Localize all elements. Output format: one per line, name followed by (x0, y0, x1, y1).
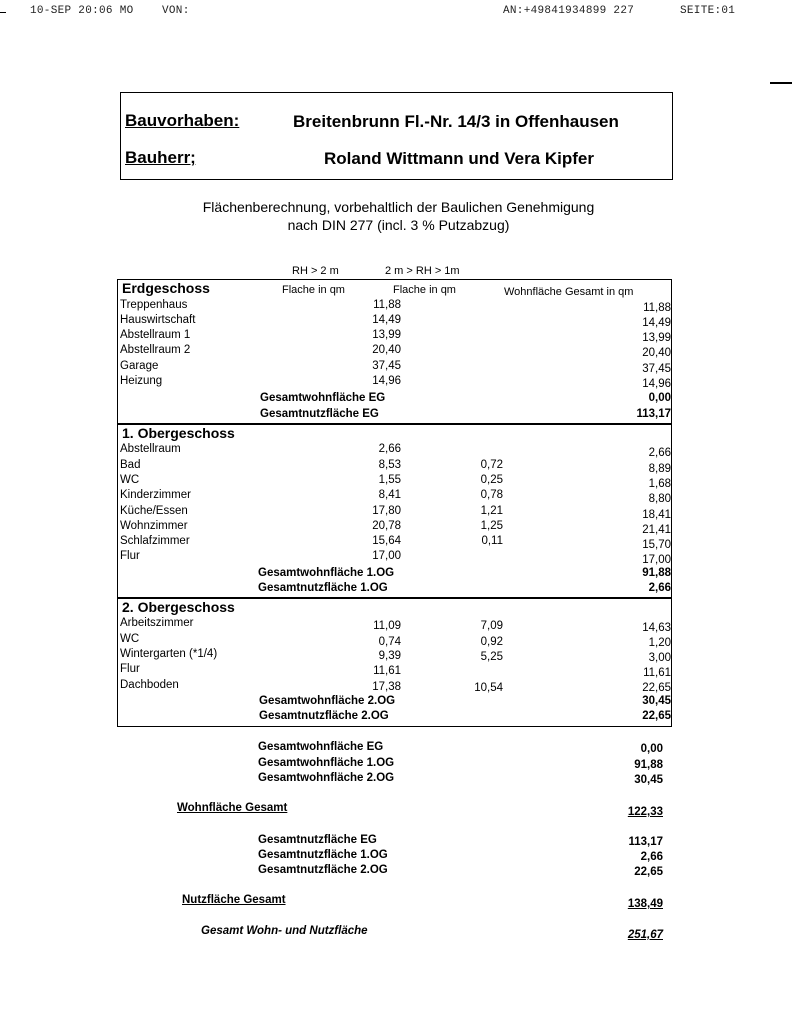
area-total: 1,68 (648, 478, 671, 490)
subtotal-label: Gesamtwohnfläche 2.OG (259, 695, 396, 707)
subtotal-row (118, 392, 673, 407)
subtotal-value: 2,66 (648, 582, 671, 594)
table-row (118, 329, 673, 344)
fax-page: SEITE:01 (680, 5, 736, 17)
subtotal-label: Gesamtnutzfläche 2.OG (259, 710, 389, 722)
section-erdgeschoss (117, 279, 672, 424)
area-total: 15,70 (642, 539, 671, 551)
area-total: 21,41 (642, 524, 671, 536)
area-total: 3,00 (648, 652, 671, 664)
summary-nutz-value: 113,17 (628, 836, 663, 848)
nutzflaeche-gesamt-value: 138,49 (627, 898, 663, 910)
subtotal-label: Gesamtnutzfläche 1.OG (258, 582, 388, 594)
subtotal-row (118, 582, 673, 597)
area-rh-gt2: 8,41 (378, 489, 401, 501)
summary-wohn-label: Gesamtwohnfläche EG (258, 741, 384, 753)
room-name: Abstellraum 1 (120, 329, 191, 341)
subtotal-row (118, 710, 673, 725)
area-rh-gt2: 2,66 (378, 443, 401, 455)
subtitle-line-2: nach DIN 277 (incl. 3 % Putzabzug) (287, 217, 510, 233)
area-rh-2to1: 1,21 (480, 505, 503, 517)
scan-mark (770, 82, 792, 84)
bauherr-label: Bauherr; (125, 148, 196, 167)
room-name: Arbeitszimmer (120, 617, 194, 629)
table-row (118, 617, 673, 632)
table-row (118, 375, 673, 390)
room-name: Schlafzimmer (120, 535, 190, 547)
area-total: 14,96 (642, 378, 671, 390)
section-2-obergeschoss (117, 598, 672, 727)
summary-nutz-label: Gesamtnutzfläche 1.OG (258, 849, 388, 861)
col-header-rh-gt2: RH > 2 m (292, 265, 339, 277)
area-total: 2,66 (648, 447, 671, 459)
col-header-flaeche-1: Flache in qm (282, 284, 345, 296)
section-1-obergeschoss (117, 424, 672, 598)
room-name: WC (120, 633, 140, 645)
room-name: Garage (120, 360, 159, 372)
subtotal-value: 91,88 (642, 567, 671, 579)
area-rh-gt2: 15,64 (372, 535, 401, 547)
wohnflaeche-gesamt-label: Wohnfläche Gesamt (177, 802, 288, 814)
area-rh-gt2: 1,55 (378, 474, 401, 486)
area-rh-gt2: 17,38 (372, 681, 401, 693)
table-row (118, 474, 673, 489)
table-row (118, 489, 673, 504)
area-rh-gt2: 14,96 (372, 375, 401, 387)
subtotal-value: 0,00 (648, 392, 671, 404)
area-total: 13,99 (642, 332, 671, 344)
room-name: Wintergarten (*1/4) (120, 648, 218, 660)
area-rh-2to1: 1,25 (480, 520, 503, 532)
area-rh-2to1: 0,78 (480, 489, 503, 501)
summary-nutz-value: 22,65 (634, 866, 663, 878)
table-row (118, 443, 673, 458)
area-total: 8,80 (648, 493, 671, 505)
table-row (118, 535, 673, 550)
area-rh-gt2: 37,45 (372, 360, 401, 372)
room-name: WC (120, 474, 140, 486)
summary-wohn-label: Gesamtwohnfläche 2.OG (258, 772, 395, 784)
area-total: 11,88 (643, 302, 671, 314)
room-name: Dachboden (120, 679, 179, 691)
subtitle-line-1: Flächenberechnung, vorbehaltlich der Baulichen Genehmigung (202, 199, 595, 215)
area-total: 14,49 (642, 317, 671, 329)
room-name: Küche/Essen (120, 505, 188, 517)
room-name: Wohnzimmer (120, 520, 188, 532)
table-row (118, 679, 673, 694)
room-name: Heizung (120, 375, 163, 387)
table-row (118, 663, 673, 678)
table-row (118, 520, 673, 535)
subtotal-label: Gesamtwohnfläche 1.OG (258, 567, 395, 579)
table-row (118, 633, 673, 648)
col-header-wohnflaeche: Wohnfläche Gesamt in qm (504, 286, 634, 298)
fax-datetime: 10-SEP 20:06 MO (30, 5, 134, 17)
table-row (118, 299, 673, 314)
table-row (118, 344, 673, 359)
summary-nutz-label: Gesamtnutzfläche EG (258, 834, 377, 846)
section-title: Erdgeschoss (122, 280, 210, 296)
bauvorhaben-label: Bauvorhaben: (125, 111, 240, 130)
room-name: Abstellraum 2 (120, 344, 191, 356)
area-total: 1,20 (648, 637, 671, 649)
area-rh-gt2: 14,49 (372, 314, 401, 326)
section-title: 2. Obergeschoss (122, 599, 235, 615)
col-header-rh-2to1: 2 m > RH > 1m (385, 265, 460, 277)
area-rh-gt2: 11,61 (373, 665, 401, 677)
room-name: Kinderzimmer (120, 489, 191, 501)
area-rh-gt2: 20,40 (372, 344, 401, 356)
grand-total-value: 251,67 (627, 929, 663, 941)
area-rh-gt2: 17,80 (372, 505, 401, 517)
room-name: Bad (120, 459, 141, 471)
grand-total-label: Gesamt Wohn- und Nutzfläche (201, 925, 368, 937)
col-header-flaeche-2: Flache in qm (393, 284, 456, 296)
area-rh-2to1: 0,11 (481, 535, 503, 547)
subtotal-value: 113,17 (636, 408, 671, 420)
table-row (118, 648, 673, 663)
bauvorhaben-value: Breitenbrunn Fl.-Nr. 14/3 in Offenhausen (293, 112, 619, 131)
subtotal-row (118, 695, 673, 710)
area-total: 8,89 (648, 463, 671, 475)
table-row (118, 459, 673, 474)
area-rh-gt2: 8,53 (378, 459, 401, 471)
summary-wohn-label: Gesamtwohnfläche 1.OG (258, 757, 395, 769)
area-total: 37,45 (642, 363, 671, 375)
area-rh-gt2: 17,00 (372, 550, 401, 562)
area-total: 17,00 (642, 554, 671, 566)
summary-wohn-value: 0,00 (640, 743, 663, 755)
area-total: 20,40 (642, 347, 671, 359)
table-row (118, 360, 673, 375)
area-rh-2to1: 0,72 (480, 459, 503, 471)
area-total: 11,61 (643, 667, 671, 679)
nutzflaeche-gesamt-label: Nutzfläche Gesamt (182, 894, 286, 906)
room-name: Flur (120, 663, 140, 675)
bauherr-value: Roland Wittmann und Vera Kipfer (324, 149, 594, 168)
subtotal-value: 30,45 (642, 695, 671, 707)
summary-nutz-label: Gesamtnutzfläche 2.OG (258, 864, 388, 876)
table-row (118, 550, 673, 565)
room-name: Abstellraum (120, 443, 181, 455)
area-rh-2to1: 10,54 (474, 682, 503, 694)
area-rh-2to1: 5,25 (480, 651, 503, 663)
fax-from-label: VON: (162, 5, 190, 17)
area-rh-gt2: 11,09 (373, 620, 401, 632)
area-total: 22,65 (642, 682, 671, 694)
project-header-box (120, 92, 673, 180)
room-name: Flur (120, 550, 140, 562)
scan-mark (0, 12, 6, 13)
area-rh-2to1: 0,92 (480, 636, 503, 648)
area-rh-2to1: 7,09 (480, 620, 503, 632)
room-name: Treppenhaus (120, 299, 188, 311)
fax-number: AN:+49841934899 227 (503, 5, 635, 17)
area-rh-gt2: 13,99 (372, 329, 401, 341)
area-rh-gt2: 9,39 (378, 650, 401, 662)
summary-wohn-value: 91,88 (634, 759, 663, 771)
subtotal-row (118, 408, 673, 423)
area-rh-gt2: 20,78 (372, 520, 401, 532)
area-rh-2to1: 0,25 (480, 474, 503, 486)
subtotal-label: Gesamtwohnfläche EG (260, 392, 386, 404)
summary-wohn-value: 30,45 (634, 774, 663, 786)
room-name: Hauswirtschaft (120, 314, 196, 326)
table-row (118, 314, 673, 329)
subtotal-value: 22,65 (642, 710, 671, 722)
area-total: 14,63 (642, 622, 671, 634)
table-row (118, 505, 673, 520)
wohnflaeche-gesamt-value: 122,33 (627, 806, 663, 818)
subtotal-row (118, 567, 673, 582)
area-rh-gt2: 11,88 (373, 299, 401, 311)
area-rh-gt2: 0,74 (378, 636, 401, 648)
area-total: 18,41 (642, 509, 671, 521)
section-title: 1. Obergeschoss (122, 425, 235, 441)
summary-nutz-value: 2,66 (640, 851, 663, 863)
subtotal-label: Gesamtnutzfläche EG (260, 408, 379, 420)
